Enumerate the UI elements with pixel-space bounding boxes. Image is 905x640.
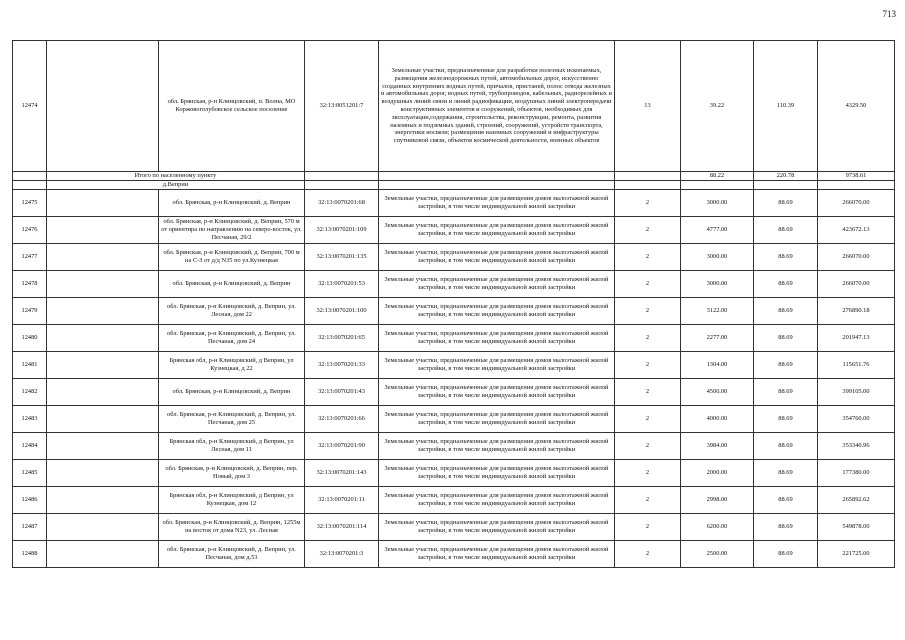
row-area: 3984.00 [681,433,754,460]
row-area: 3000.00 [681,244,754,271]
empty-cell [615,181,681,190]
row-address: Брянская обл, р-н Клинцовский, д Веприн, ул Кузнецкая, д 22 [159,352,305,379]
row-value: 266070.00 [818,271,895,298]
row-purpose: Земельные участки, предназначенные для размещения домов малоэтажной жилой застройки, в том числе индивидуальной жилой застройки [379,352,615,379]
table-row [13,514,895,541]
row-code: 2 [615,217,681,244]
table-row [13,190,895,217]
subtotal-area: 88.22 [681,172,754,181]
empty-cell [47,271,159,298]
row-address: обл. Брянская, р-н Клинцовский, д. Веприн, ул. Лесная, дом 22 [159,298,305,325]
row-code: 13 [615,41,681,172]
row-id: 12476 [13,217,47,244]
row-id: 12483 [13,406,47,433]
row-id: 12475 [13,190,47,217]
settlement-name: д.Веприн [47,181,305,190]
row-purpose: Земельные участки, предназначенные для размещения домов малоэтажной жилой застройки, в том числе индивидуальной жилой застройки [379,298,615,325]
row-value: 201947.13 [818,325,895,352]
row-id: 12482 [13,379,47,406]
row-area: 3000.00 [681,190,754,217]
row-cadastral-number: 32:13:0070201:143 [305,460,379,487]
empty-cell [379,172,615,181]
row-id: 12485 [13,460,47,487]
row-cadastral-number: 32:13:0070201:109 [305,217,379,244]
row-id: 12488 [13,541,47,568]
row-cadastral-number: 32:13:0051201:7 [305,41,379,172]
row-value: 399105.00 [818,379,895,406]
subtotal-row [13,172,895,181]
row-area: 2277.00 [681,325,754,352]
row-purpose: Земельные участки, предназначенные для размещения домов малоэтажной жилой застройки, в том числе индивидуальной жилой застройки [379,487,615,514]
empty-cell [818,181,895,190]
row-rate: 88.69 [754,244,818,271]
row-cadastral-number: 32:13:0070201:100 [305,298,379,325]
row-code: 2 [615,433,681,460]
row-code: 2 [615,325,681,352]
row-cadastral-number: 32:13:0070201:3 [305,541,379,568]
row-purpose: Земельные участки, предназначенные для размещения домов малоэтажной жилой застройки, в том числе индивидуальной жилой застройки [379,325,615,352]
row-value: 115651.76 [818,352,895,379]
row-value: 354760.00 [818,406,895,433]
row-address: обл. Брянская, р-н Клинцовский, д. Веприн [159,190,305,217]
table-body [13,41,895,568]
row-address: обл. Брянская, р-н Клинцовский, д. Веприн, 570 м от ориентира по направлению на северо-восток, ул. Песчаная, 29/2 [159,217,305,244]
table-row [13,217,895,244]
row-area: 4777.00 [681,217,754,244]
row-area: 2500.00 [681,541,754,568]
table-row [13,298,895,325]
empty-cell [47,325,159,352]
empty-cell [13,181,47,190]
row-area: 4000.00 [681,406,754,433]
table-row [13,379,895,406]
row-cadastral-number: 32:13:0070201:53 [305,271,379,298]
row-address: обл. Брянская, р-н Клинцовский, д. Веприн, 700 м на С-З от д/д N35 по ул.Кузнецкая [159,244,305,271]
empty-cell [754,181,818,190]
row-area: 2998.00 [681,487,754,514]
row-rate: 88.69 [754,514,818,541]
table-row [13,433,895,460]
empty-cell [47,541,159,568]
row-purpose: Земельные участки, предназначенные для размещения домов малоэтажной жилой застройки, в том числе индивидуальной жилой застройки [379,379,615,406]
row-address: Брянская обл, р-н Клинцовский, д Веприн, ул Кузнецкая, дом 12 [159,487,305,514]
row-cadastral-number: 32:13:0070201:135 [305,244,379,271]
row-area: 3000.00 [681,271,754,298]
empty-cell [305,181,379,190]
row-purpose: Земельные участки, предназначенные для размещения домов малоэтажной жилой застройки, в том числе индивидуальной жилой застройки [379,541,615,568]
row-purpose: Земельные участки, предназначенные для размещения домов малоэтажной жилой застройки, в том числе индивидуальной жилой застройки [379,271,615,298]
row-id: 12481 [13,352,47,379]
empty-cell [47,379,159,406]
row-rate: 88.69 [754,298,818,325]
empty-cell [47,460,159,487]
row-rate: 88.69 [754,460,818,487]
row-purpose: Земельные участки, предназначенные для размещения домов малоэтажной жилой застройки, в том числе индивидуальной жилой застройки [379,190,615,217]
row-id: 12484 [13,433,47,460]
empty-cell [47,244,159,271]
row-rate: 88.69 [754,541,818,568]
row-rate: 88.69 [754,190,818,217]
row-address: обл. Брянская, р-н Клинцовский, д. Веприн [159,271,305,298]
row-value: 221725.00 [818,541,895,568]
row-code: 2 [615,460,681,487]
row-purpose: Земельные участки, предназначенные для размещения домов малоэтажной жилой застройки, в том числе индивидуальной жилой застройки [379,217,615,244]
subtotal-label: Итого по населенному пункту [47,172,305,181]
row-rate: 110.39 [754,41,818,172]
empty-cell [379,181,615,190]
row-purpose: Земельные участки, предназначенные для размещения домов малоэтажной жилой застройки, в том числе индивидуальной жилой застройки [379,244,615,271]
row-area: 1304.00 [681,352,754,379]
row-purpose: Земельные участки, предназначенные для разработки полезных ископаемых, размещения железнодорожных путей, автомобильных дорог, искусственно созданных внутренних водных путей, причалов, пристаней, полос отвода железных и автомобильных дорог, водных путей, трубопроводов, кабельных, радиорелейных и воздушных линий связи и линий радиофикации, воздушных линий электропередачи конструктивных элементов и сооружений, объектов, необходимых для эксплуатации,содержания, строительства, реконструкции, ремонта, развития наземных и подземных зданий, строений, сооружений, устройств транспорта, энергетики иосвязи; размещения наземных сооружений и инфраструктуры спутниковой связи, объектов космической деятельности, военных объектов [379,41,615,172]
empty-cell [13,172,47,181]
row-area: 3122.00 [681,298,754,325]
row-id: 12480 [13,325,47,352]
empty-cell [47,217,159,244]
row-address: обл. Брянская, р-н Клинцовский, д. Веприн, ул. Песчаная, дом 25 [159,406,305,433]
row-value: 177380.00 [818,460,895,487]
row-purpose: Земельные участки, предназначенные для размещения домов малоэтажной жилой застройки, в том числе индивидуальной жилой застройки [379,433,615,460]
row-value: 276890.18 [818,298,895,325]
row-value: 4329.50 [818,41,895,172]
row-cadastral-number: 32:13:0070201:11 [305,487,379,514]
row-area: 6200.00 [681,514,754,541]
row-id: 12477 [13,244,47,271]
row-rate: 88.69 [754,271,818,298]
empty-cell [47,406,159,433]
page-number: 713 [882,9,896,19]
row-cadastral-number: 32:13:0070201:65 [305,325,379,352]
empty-cell [615,172,681,181]
row-code: 2 [615,487,681,514]
empty-cell [47,487,159,514]
table-row [13,352,895,379]
row-area: 39.22 [681,41,754,172]
row-address: обл. Брянская, р-н Клинцовский, д. Веприн [159,379,305,406]
table-row [13,460,895,487]
row-code: 2 [615,244,681,271]
row-rate: 88.69 [754,379,818,406]
row-code: 2 [615,541,681,568]
row-code: 2 [615,298,681,325]
row-address: обл. Брянская, р-н Клинцовский, д. Веприн, ул. Песчаная, дом 24 [159,325,305,352]
row-id: 12474 [13,41,47,172]
row-rate: 88.69 [754,325,818,352]
row-rate: 88.69 [754,406,818,433]
row-address: обл. Брянская, р-н Клинцовский, п. Волна, МО Коржовоголубовское сельское поселение [159,41,305,172]
row-code: 2 [615,190,681,217]
row-address: Брянская обл, р-н Клинцовский, д Веприн, ул Лесная, дом 11 [159,433,305,460]
row-area: 4500.00 [681,379,754,406]
row-id: 12486 [13,487,47,514]
row-address: обл. Брянская, р-н Клинцовский, д. Веприн, 1255м на восток от дома N23, ул. Лесная [159,514,305,541]
row-value: 266070.00 [818,244,895,271]
row-code: 2 [615,271,681,298]
row-cadastral-number: 32:13:0070201:33 [305,352,379,379]
row-code: 2 [615,379,681,406]
table-row [13,541,895,568]
row-code: 2 [615,352,681,379]
row-rate: 88.69 [754,433,818,460]
settlement-row [13,181,895,190]
row-area: 2000.00 [681,460,754,487]
row-purpose: Земельные участки, предназначенные для размещения домов малоэтажной жилой застройки, в том числе индивидуальной жилой застройки [379,406,615,433]
row-rate: 88.69 [754,487,818,514]
row-id: 12487 [13,514,47,541]
empty-cell [47,514,159,541]
row-purpose: Земельные участки, предназначенные для размещения домов малоэтажной жилой застройки, в том числе индивидуальной жилой застройки [379,460,615,487]
table-row [13,325,895,352]
empty-cell [47,190,159,217]
row-cadastral-number: 32:13:0070201:68 [305,190,379,217]
row-cadastral-number: 32:13:0070201:43 [305,379,379,406]
empty-cell [47,433,159,460]
subtotal-value: 9738.61 [818,172,895,181]
row-cadastral-number: 32:13:0070201:114 [305,514,379,541]
row-code: 2 [615,514,681,541]
row-id: 12479 [13,298,47,325]
empty-cell [47,41,159,172]
row-value: 266070.00 [818,190,895,217]
row-rate: 88.69 [754,217,818,244]
empty-cell [681,181,754,190]
row-value: 423672.13 [818,217,895,244]
row-rate: 88.69 [754,352,818,379]
row-code: 2 [615,406,681,433]
table-row [13,271,895,298]
row-value: 265892.62 [818,487,895,514]
empty-cell [305,172,379,181]
row-purpose: Земельные участки, предназначенные для размещения домов малоэтажной жилой застройки, в том числе индивидуальной жилой застройки [379,514,615,541]
subtotal-rate: 220.78 [754,172,818,181]
table-row [13,41,895,172]
empty-cell [47,298,159,325]
table-row [13,406,895,433]
row-cadastral-number: 32:13:0070201:90 [305,433,379,460]
table-row [13,244,895,271]
row-address: обл. Брянская, р-н Клинцовский, д. Веприн, ул. Песчаная, дом д.53 [159,541,305,568]
row-value: 353340.96 [818,433,895,460]
cadastral-value-table [12,40,895,568]
row-id: 12478 [13,271,47,298]
row-value: 549878.00 [818,514,895,541]
table-row [13,487,895,514]
row-address: обл. Брянская, р-н Клинцовский, д. Веприн, пер. Новый, дом 3 [159,460,305,487]
row-cadastral-number: 32:13:0070201:66 [305,406,379,433]
empty-cell [47,352,159,379]
